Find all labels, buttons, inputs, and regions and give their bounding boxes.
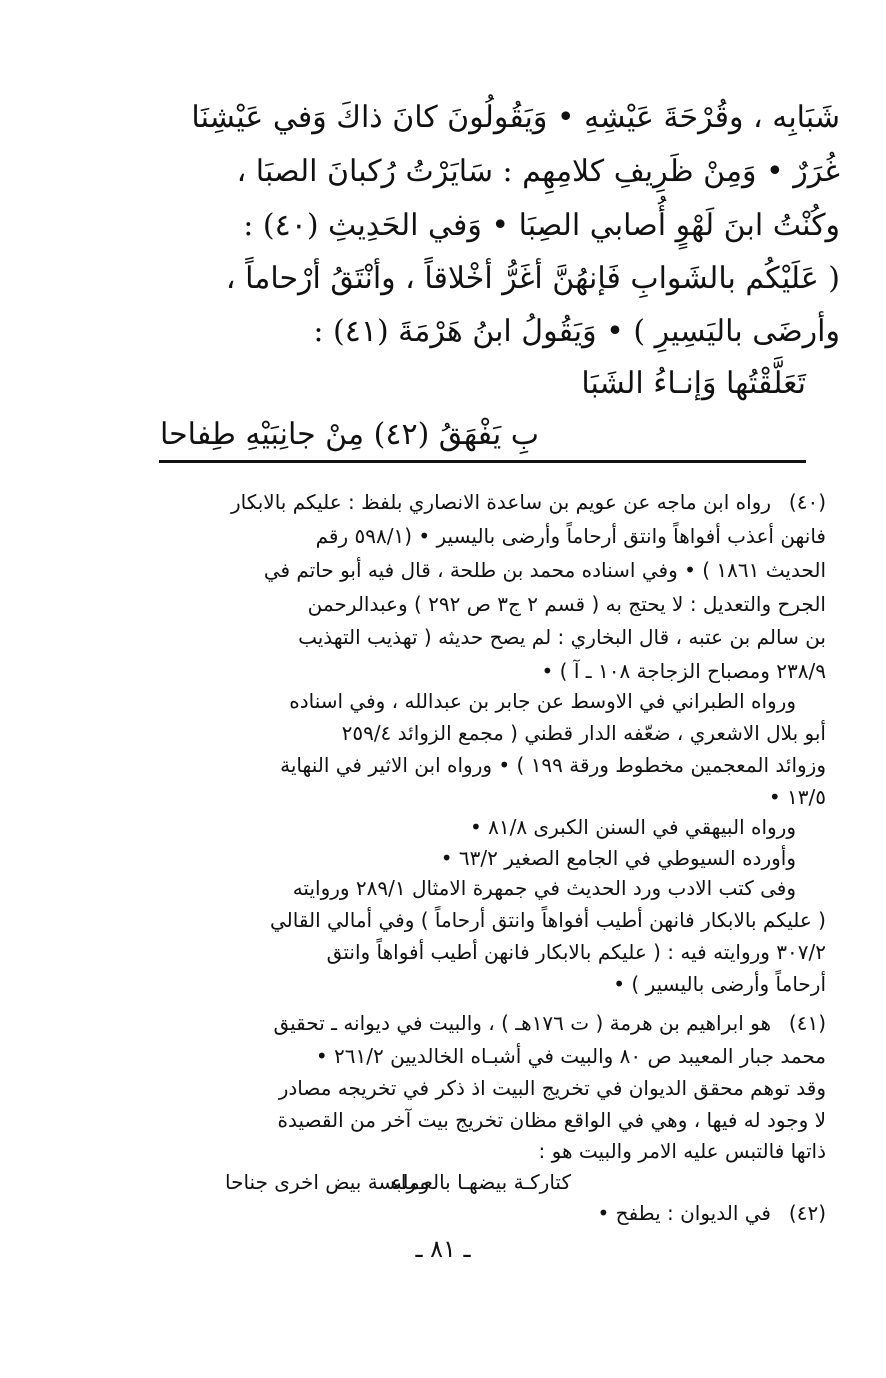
footnote-40-para2-line-3: وزوائد المعجمين مخطوط ورقة ١٩٩ ) • ورواه ابن الاثير في النهاية xyxy=(280,753,826,777)
footnote-42-text: في الديوان : يطفح • xyxy=(597,1201,771,1225)
footnote-divider xyxy=(159,460,806,463)
footnote-40-para2-line-4: ١٣/٥ • xyxy=(768,785,826,809)
footnote-40-number: (٤٠) xyxy=(788,490,826,514)
footnote-40-line-2: فانهن أعذب أفواهاً وانتق أرحاماً وأرضى باليسير • (٥٩٨/١ رقم xyxy=(315,524,826,548)
footnote-40-para4-line-2: ( عليكم بالابكار فانهن أطيب أفواهاً وانتق أرحاماً ) وفي أمالي القالي xyxy=(270,908,826,932)
footnote-40-para3-line-2: وأورده السيوطي في الجامع الصغير ٦٣/٢ • xyxy=(440,846,796,870)
footnote-41-line-1: هو ابراهيم بن هرمة ( ت ١٧٦هـ ) ، والبيت في ديوانه ـ تحقيق xyxy=(273,1011,771,1035)
footnote-40-para2-line-2: أبو بلال الاشعري ، ضعّفه الدار قطني ( مجمع الزوائد ٢٥٩/٤ xyxy=(341,721,826,745)
footnote-41-verse-b: وملبسة بيض اخرى جناحا xyxy=(225,1170,430,1194)
verse-hemistich-2: بِ يَفْهَقُ (٤٢) مِنْ جانِبَيْهِ طِفاحا xyxy=(160,417,539,452)
main-line-2: غُرَرٌ • وَمِنْ ظَرِيفِ كلامِهِم : سَايَرْتُ رُكبانَ الصبَا ، xyxy=(236,154,840,189)
verse-hemistich-1: تَعَلَّقْتُها وَإنـاءُ الشَبَا xyxy=(581,366,806,401)
footnote-40-line-5: بن سالم بن عتبه ، قال البخاري : لم يصح حديثه ( تهذيب التهذيب xyxy=(298,625,826,649)
footnote-41-number: (٤١) xyxy=(788,1011,826,1035)
main-line-3: وكُنْتُ ابنَ لَهْوٍ أُصابي الصِبَا • وَفي الحَدِيثِ (٤٠) : xyxy=(243,208,840,243)
footnote-40-line-6: ٢٣٨/٩ ومصباح الزجاجة ١٠٨ ـ آ ) • xyxy=(541,659,826,683)
footnote-41-line-4: لا وجود له فيها ، وهي في الواقع مظان تخريج بيت آخر من القصيدة xyxy=(277,1108,826,1132)
footnote-40-para4-line-1: وفى كتب الادب ورد الحديث في جمهرة الامثال ٢٨٩/١ وروايته xyxy=(292,876,796,900)
main-line-5: وأرضَى باليَسِيرِ ) • وَيَقُولُ ابنُ هَرْمَةَ (٤١) : xyxy=(313,314,840,349)
footnote-40-line-4: الجرح والتعديل : لا يحتج به ( قسم ٢ ج٣ ص ٢٩٢ ) وعبدالرحمن xyxy=(307,592,826,616)
footnote-40-line-1: رواه ابن ماجه عن عويم بن ساعدة الانصاري بلفظ : عليكم بالابكار xyxy=(230,490,771,514)
footnote-40-para2-line-1: ورواه الطبراني في الاوسط عن جابر بن عبدالله ، وفي اسناده xyxy=(289,689,796,713)
footnote-40-para4-line-3: ٣٠٧/٢ وروايته فيه : ( عليكم بالابكار فانهن أطيب أفواهاً وانتق xyxy=(326,940,826,964)
footnote-41-line-2: محمد جبار المعيبد ص ٨٠ والبيت في أشبـاه الخالديين ٢٦١/٢ • xyxy=(315,1044,826,1068)
page-number: ـ ٨١ ـ xyxy=(415,1235,471,1263)
footnote-42-number: (٤٢) xyxy=(788,1201,826,1225)
main-line-4: ( عَلَيْكُم بالشَوابِ فَإنهُنَّ أغَرُّ أخْلاقاً ، وأنْتَقُ أرْحاماً ، xyxy=(225,261,840,296)
footnote-40-line-3: الحديث ١٨٦١ ) • وفي اسناده محمد بن طلحة ، قال فيه أبو حاتم في xyxy=(263,558,826,582)
footnote-40-para4-line-4: أرحاماً وأرضى باليسير ) • xyxy=(613,972,826,996)
footnote-41-verse-a: كتاركـة بيضهـا بالعـراء xyxy=(391,1170,571,1194)
footnote-40-para3-line-1: ورواه البيهقي في السنن الكبرى ٨١/٨ • xyxy=(469,815,796,839)
main-line-1: شَبَابِه ، وقُرْحَةَ عَيْشِهِ • وَيَقُولُونَ كانَ ذاكَ وَفي عَيْشِنَا xyxy=(191,100,840,135)
footnote-41-line-3: وقد توهم محقق الديوان في تخريج البيت اذ ذكر في تخريجه مصادر xyxy=(278,1076,826,1100)
footnote-41-line-5: ذاتها فالتبس عليه الامر والبيت هو : xyxy=(538,1139,826,1163)
